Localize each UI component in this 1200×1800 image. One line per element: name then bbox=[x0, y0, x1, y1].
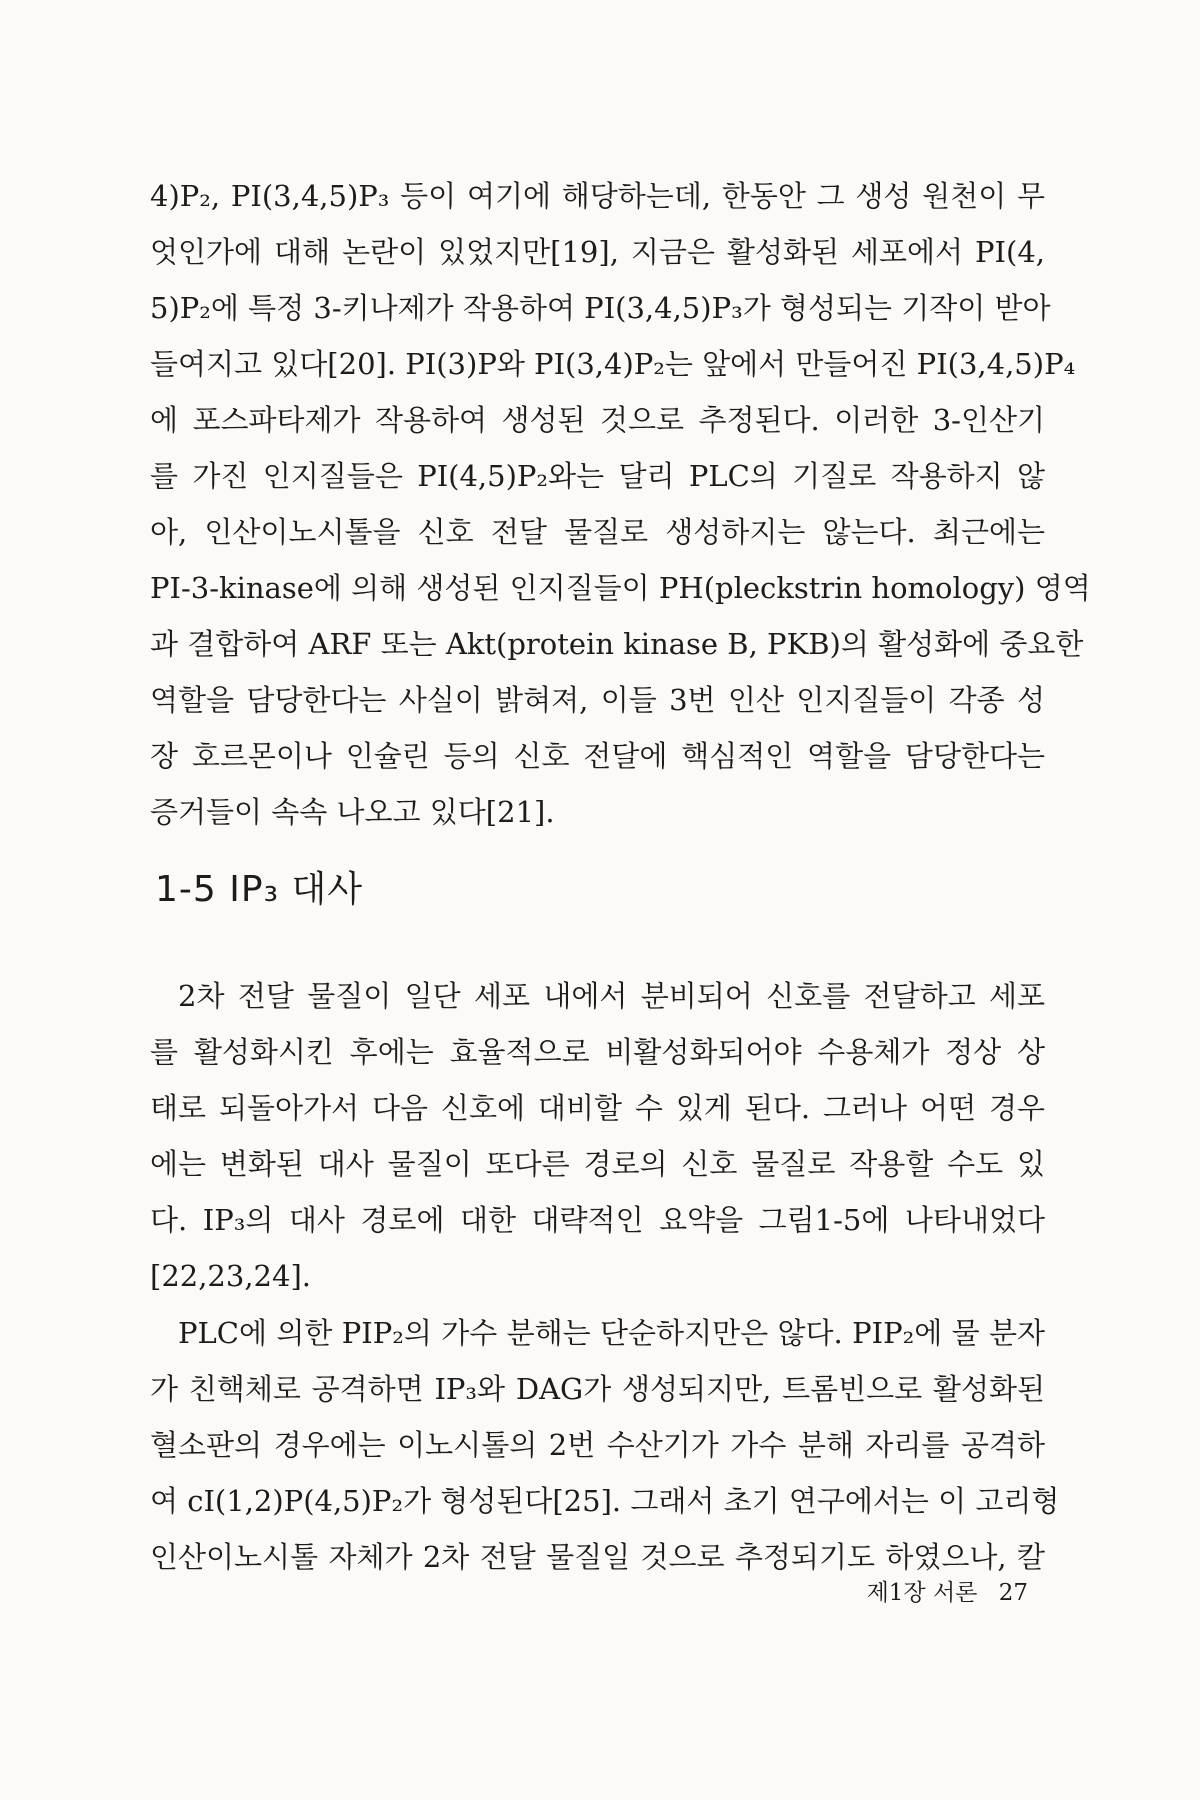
text-line: 2차 전달 물질이 일단 세포 내에서 분비되어 신호를 전달하고 세포 bbox=[178, 979, 1045, 1013]
text-line: 여 cI(1,2)P(4,5)P₂가 형성된다[25]. 그래서 초기 연구에서는 이 고리형 bbox=[150, 1484, 1060, 1518]
text-line: 5)P₂에 특정 3-키나제가 작용하여 PI(3,4,5)P₃가 형성되는 기작이 받아 bbox=[150, 291, 1051, 325]
text-line: 를 활성화시킨 후에는 효율적으로 비활성화되어야 수용체가 정상 상 bbox=[150, 1035, 1045, 1069]
text-line: 에는 변화된 대사 물질이 또다른 경로의 신호 물질로 작용할 수도 있 bbox=[150, 1147, 1045, 1181]
text-line: 태로 되돌아가서 다음 신호에 대비할 수 있게 된다. 그러나 어떤 경우 bbox=[150, 1091, 1045, 1125]
text-line: 혈소판의 경우에는 이노시톨의 2번 수산기가 가수 분해 자리를 공격하 bbox=[150, 1428, 1045, 1462]
text-line: 역할을 담당한다는 사실이 밝혀져, 이들 3번 인산 인지질들이 각종 성 bbox=[150, 683, 1045, 717]
text-line: 에 포스파타제가 작용하여 생성된 것으로 추정된다. 이러한 3-인산기 bbox=[150, 403, 1045, 437]
text-line: PLC에 의한 PIP₂의 가수 분해는 단순하지만은 않다. PIP₂에 물 분자 bbox=[178, 1316, 1045, 1350]
text-line: 인산이노시톨 자체가 2차 전달 물질일 것으로 추정되기도 하였으나, 칼 bbox=[150, 1540, 1045, 1574]
page-footer bbox=[867, 1578, 1028, 1608]
text-line: 다. IP₃의 대사 경로에 대한 대략적인 요약을 그림1-5에 나타내었다 bbox=[150, 1203, 1045, 1237]
section-heading: 1-5 IP₃ 대사 bbox=[155, 869, 363, 910]
text-line: 를 가진 인지질들은 PI(4,5)P₂와는 달리 PLC의 기질로 작용하지 않 bbox=[150, 459, 1045, 493]
text-line: 증거들이 속속 나오고 있다[21]. bbox=[150, 795, 555, 829]
text-line: 들여지고 있다[20]. PI(3)P와 PI(3,4)P₂는 앞에서 만들어진 PI(3,4,5)P₄ bbox=[150, 347, 1076, 381]
paragraph-pi-lipids bbox=[150, 168, 1091, 840]
text-line: 엇인가에 대해 논란이 있었지만[19], 지금은 활성화된 세포에서 PI(4, bbox=[150, 235, 1045, 269]
paragraph-ip3-metabolism bbox=[150, 968, 1045, 1304]
text-line: 과 결합하여 ARF 또는 Akt(protein kinase B, PKB)의 활성화에 중요한 bbox=[150, 627, 1084, 661]
page-number: 27 bbox=[998, 1580, 1028, 1606]
text-line: 4)P₂, PI(3,4,5)P₃ 등이 여기에 해당하는데, 한동안 그 생성 원천이 무 bbox=[150, 179, 1045, 213]
paragraph-pip2-hydrolysis bbox=[150, 1305, 1060, 1585]
text-line: [22,23,24]. bbox=[150, 1259, 311, 1293]
chapter-label: 제1장 서론 bbox=[866, 1580, 978, 1606]
text-line: 가 친핵체로 공격하면 IP₃와 DAG가 생성되지만, 트롬빈으로 활성화된 bbox=[150, 1372, 1045, 1406]
text-line: 장 호르몬이나 인슐린 등의 신호 전달에 핵심적인 역할을 담당한다는 bbox=[150, 739, 1045, 773]
text-line: 아, 인산이노시톨을 신호 전달 물질로 생성하지는 않는다. 최근에는 bbox=[150, 515, 1045, 549]
text-line: PI-3-kinase에 의해 생성된 인지질들이 PH(pleckstrin homology) 영역 bbox=[150, 571, 1091, 605]
